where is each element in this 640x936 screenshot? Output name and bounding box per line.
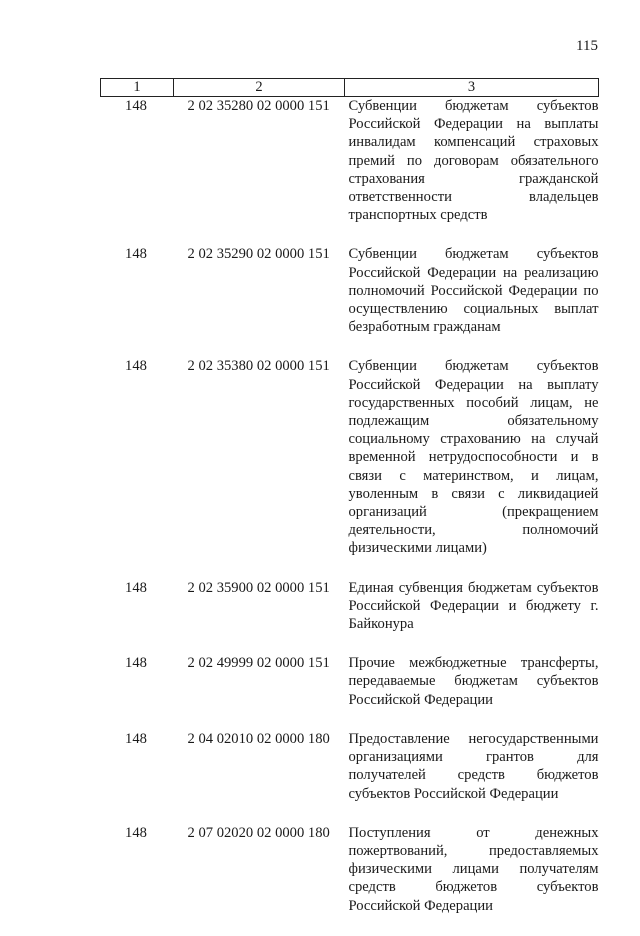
header-cell-code: 2 <box>174 79 345 97</box>
description-cell: Субвенции бюджетам субъектов Российской Федерации на выплаты инвалидам компенсаций страховых премий по договорам обязательного страхования гражданской ответственности владельцев транспортных средств <box>348 98 599 224</box>
header-cell-description: 3 <box>345 79 599 97</box>
header-cell-admin: 1 <box>101 79 174 97</box>
table-row <box>101 357 599 578</box>
table-row <box>101 97 599 246</box>
description-cell: Предоставление негосударственными организациями грантов для получателей средств бюджетов субъектов Российской Федерации <box>348 730 599 802</box>
page-number: 115 <box>576 38 598 54</box>
table-row <box>101 654 599 730</box>
admin-code-cell: 148 <box>125 98 147 114</box>
budget-code-cell: 2 02 35290 02 0000 151 <box>187 246 330 263</box>
admin-code-cell: 148 <box>125 655 147 672</box>
budget-code-cell: 2 02 35380 02 0000 151 <box>187 358 330 375</box>
table-row <box>101 824 599 936</box>
budget-code-cell: 2 02 35900 02 0000 151 <box>187 579 330 596</box>
budget-code-cell: 2 02 35280 02 0000 151 <box>187 98 330 114</box>
table-row <box>101 579 599 655</box>
description-cell: Поступления от денежных пожертвований, предоставляемых физическими лицами получателям средств бюджетов субъектов Российской Федерации <box>348 824 599 914</box>
admin-code-cell: 148 <box>125 579 147 596</box>
admin-code-cell: 148 <box>125 730 147 747</box>
budget-code-cell: 2 02 49999 02 0000 151 <box>187 655 330 672</box>
admin-code-cell: 148 <box>125 824 147 841</box>
budget-code-cell: 2 07 02020 02 0000 180 <box>187 824 330 841</box>
admin-code-cell: 148 <box>125 358 147 375</box>
description-cell: Прочие межбюджетные трансферты, передаваемые бюджетам субъектов Российской Федерации <box>348 655 599 708</box>
budget-code-cell: 2 04 02010 02 0000 180 <box>187 730 330 747</box>
table-header-row <box>101 79 599 97</box>
description-cell: Субвенции бюджетам субъектов Российской Федерации на выплату государственных пособий лицам, не подлежащим обязательному социальному страхованию на случай временной нетрудоспособности и в связи с материнством, и лицам, уволенным в связи с ликвидацией организаций (прекращением деятельности, полномочий физическими лицами) <box>348 358 599 557</box>
table-header <box>101 79 599 97</box>
admin-code-cell: 148 <box>125 246 147 263</box>
description-cell: Единая субвенция бюджетам субъектов Российской Федерации и бюджету г. Байконура <box>348 579 599 633</box>
description-cell: Субвенции бюджетам субъектов Российской Федерации на реализацию полномочий Российской Федерации по осуществлению социальных выплат безработным гражданам <box>348 246 599 336</box>
table-row <box>101 730 599 824</box>
budget-codes-table <box>100 78 599 936</box>
table-body <box>101 97 599 936</box>
table-row <box>101 245 599 357</box>
